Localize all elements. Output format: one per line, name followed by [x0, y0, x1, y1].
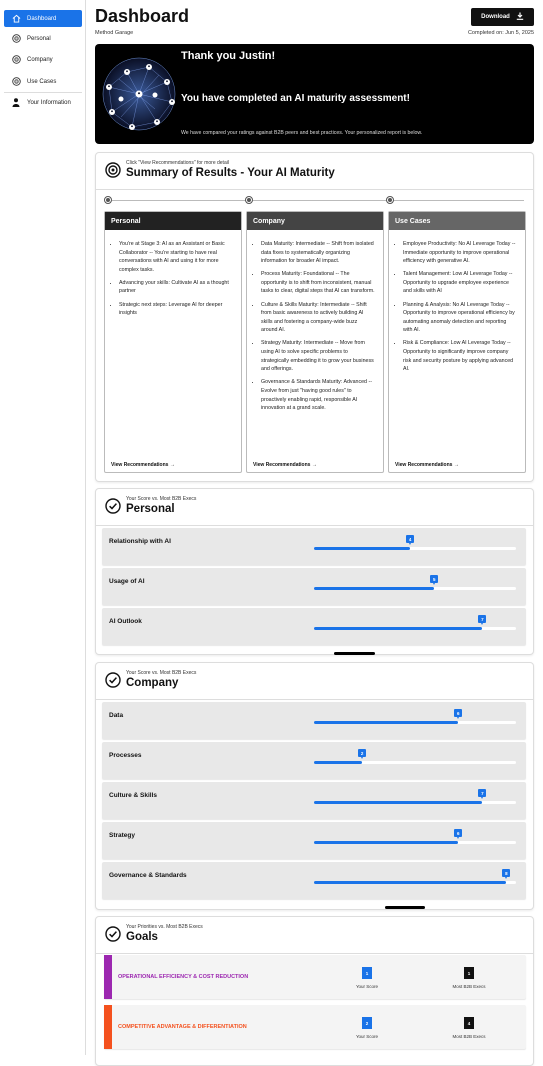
goals-card — [95, 916, 534, 1066]
exec-range-bar — [385, 906, 425, 909]
download-label: Download — [481, 14, 510, 20]
row-label: Data — [109, 712, 124, 719]
target-icon — [9, 77, 23, 86]
goal-color-bar — [104, 1005, 112, 1049]
personal-card — [95, 488, 534, 655]
list-item: • Strategy Maturity: Intermediate -- Move from using AI to solve specific problems to strategically embedding it to grow your business and offerings. — [261, 339, 375, 373]
your-rank-badge: 1 — [362, 967, 372, 979]
your-score-bar — [314, 881, 506, 884]
score-row — [102, 528, 526, 565]
company-card — [95, 662, 534, 910]
check-circle-icon — [105, 926, 121, 942]
your-score-bar — [314, 587, 434, 590]
summary-title: Summary of Results - Your AI Maturity — [126, 167, 335, 179]
sidebar-item-use-cases[interactable] — [4, 73, 82, 90]
person-icon — [9, 98, 23, 107]
score-badge: 2 — [358, 749, 366, 757]
column-title: Use Cases — [389, 212, 525, 230]
your-rank-badge: 2 — [362, 1017, 372, 1029]
sidebar-item-dashboard[interactable] — [4, 10, 82, 27]
goal-name: OPERATIONAL EFFICIENCY & COST REDUCTION — [118, 974, 249, 980]
summary-card — [95, 152, 534, 482]
column-title: Company — [247, 212, 383, 230]
sidebar — [0, 0, 86, 1055]
list-item: • Governance & Standards Maturity: Advanced -- Evolve from just "having good rules" to proactively enabling rapid, responsible AI innovation at a grand scale. — [261, 378, 375, 412]
your-score-bar — [314, 761, 362, 764]
company-subtitle: Your Score vs. Most B2B Execs — [126, 670, 197, 676]
list-item: • Culture & Skills Maturity: Intermediate -- Shift from basic awareness to actively building AI skills and fostering a company-wide buzz around AI. — [261, 301, 375, 335]
goal-row — [104, 955, 526, 999]
exec-range-bar — [334, 652, 374, 655]
target-icon — [105, 162, 121, 178]
list-item: • Process Maturity: Foundational -- The opportunity is to shift from inconsistent, manual tasks to clear, digital steps that AI can transform. — [261, 270, 375, 296]
goals-header — [96, 917, 533, 954]
score-badge: 6 — [454, 709, 462, 717]
column-title: Personal — [105, 212, 241, 230]
score-row — [102, 782, 526, 819]
download-icon — [516, 12, 524, 22]
exec-caption: Most B2B Execs — [452, 984, 486, 989]
score-track — [314, 587, 516, 590]
step-dot — [104, 196, 112, 204]
progress-steps — [104, 196, 528, 204]
column-list — [247, 240, 383, 413]
company-header — [96, 663, 533, 700]
score-badge: 7 — [478, 789, 486, 797]
list-item: • Risk & Compliance: Low AI Leverage Today -- Opportunity to significantly improve company risk and security posture by applying advanced AI. — [403, 339, 517, 373]
score-track — [314, 761, 516, 764]
list-item: • Data Maturity: Intermediate -- Shift from isolated data fixes to systematically organizing information for broader AI impact. — [261, 240, 375, 266]
view-recommendations-link[interactable]: View Recommendations → — [253, 462, 317, 468]
sidebar-item-label: Your Information — [27, 99, 71, 106]
personal-header — [96, 489, 533, 526]
target-icon — [9, 34, 23, 43]
your-score-bar — [314, 801, 482, 804]
score-track — [314, 801, 516, 804]
banner-note: We have compared your ratings against B2B peers and best practices. Your personalized report is below. — [181, 130, 423, 136]
personal-title: Personal — [126, 503, 175, 515]
goal-color-bar — [104, 955, 112, 999]
score-row — [102, 608, 526, 645]
score-track — [314, 721, 516, 724]
sidebar-item-your-information[interactable] — [4, 94, 82, 111]
download-button[interactable] — [471, 8, 534, 26]
your-score-caption: Your Score — [355, 984, 379, 989]
sidebar-item-label: Company — [27, 56, 53, 63]
summary-column-company — [246, 211, 384, 473]
goals-subtitle: Your Priorities vs. Most B2B Execs — [126, 924, 203, 930]
column-list — [105, 240, 241, 318]
score-badge: 7 — [478, 615, 486, 623]
score-badge: 5 — [430, 575, 438, 583]
goal-name: COMPETITIVE ADVANTAGE & DIFFERENTIATION — [118, 1024, 247, 1030]
your-score-caption: Your Score — [355, 1034, 379, 1039]
step-dot — [386, 196, 394, 204]
score-row — [102, 822, 526, 859]
score-track — [314, 841, 516, 844]
your-score-bar — [314, 627, 482, 630]
target-icon — [9, 55, 23, 64]
list-item: • You're at Stage 3: AI as an Assistant or Basic Collaborator -- You're starting to have real conversations with AI and using it for more complex tasks. — [119, 240, 233, 274]
sidebar-item-personal[interactable] — [4, 30, 82, 47]
step-dot — [245, 196, 253, 204]
exec-rank-badge: 1 — [464, 967, 474, 979]
ai-network-illustration — [97, 47, 181, 141]
score-badge: 6 — [454, 829, 462, 837]
row-label: Processes — [109, 752, 142, 759]
company-title: Company — [126, 677, 179, 689]
exec-caption: Most B2B Execs — [452, 1034, 486, 1039]
your-score-bar — [314, 547, 410, 550]
check-circle-icon — [105, 498, 121, 514]
completed-date: Completed on: Jun 5, 2025 — [467, 30, 534, 36]
row-label: Governance & Standards — [109, 872, 187, 879]
step-line — [112, 200, 246, 201]
summary-header — [96, 153, 533, 190]
list-item: • Employee Productivity: No AI Leverage Today -- Immediate opportunity to improve operational efficiency with generative AI. — [403, 240, 517, 266]
score-track — [314, 627, 516, 630]
summary-column-personal — [104, 211, 242, 473]
home-icon — [9, 14, 23, 23]
step-line — [394, 200, 524, 201]
list-item: • Strategic next steps: Leverage AI for deeper insights — [119, 301, 233, 318]
row-label: AI Outlook — [109, 618, 142, 625]
completion-banner — [95, 44, 534, 144]
score-track — [314, 547, 516, 550]
goals-title: Goals — [126, 931, 158, 943]
your-score-bar — [314, 841, 458, 844]
row-label: Relationship with AI — [109, 538, 171, 545]
summary-hint: Click "View Recommendations" for more detail — [126, 160, 229, 166]
list-item: • Planning & Analysis: No AI Leverage Today -- Opportunity to improve operational efficiency by automating anomaly detection and reporting with AI. — [403, 301, 517, 335]
row-label: Culture & Skills — [109, 792, 158, 799]
list-item: • Advancing your skills: Cultivate AI as a thought partner — [119, 279, 233, 296]
column-list — [389, 240, 525, 374]
page-title: Dashboard — [95, 6, 190, 26]
score-track — [314, 881, 516, 884]
sidebar-divider — [4, 92, 82, 93]
check-circle-icon — [105, 672, 121, 688]
sidebar-item-company[interactable] — [4, 51, 82, 68]
step-line — [253, 200, 387, 201]
row-label: Strategy — [109, 832, 136, 839]
row-label: Usage of AI — [109, 578, 145, 585]
personal-subtitle: Your Score vs. Most B2B Execs — [126, 496, 197, 502]
view-recommendations-link[interactable]: View Recommendations → — [111, 462, 175, 468]
exec-rank-badge: 4 — [464, 1017, 474, 1029]
summary-column-use-cases — [388, 211, 526, 473]
score-row — [102, 702, 526, 739]
banner-headline: You have completed an AI maturity assessment! — [181, 93, 410, 104]
sidebar-item-label: Use Cases — [27, 78, 57, 85]
sidebar-item-label: Personal — [27, 35, 51, 42]
score-row — [102, 742, 526, 779]
list-item: • Talent Management: Low AI Leverage Today -- Opportunity to upgrade employee experience and skills with AI — [403, 270, 517, 296]
score-badge: 8 — [502, 869, 510, 877]
banner-thanks: Thank you Justin! — [181, 50, 276, 62]
goal-row — [104, 1005, 526, 1049]
score-row — [102, 862, 526, 899]
view-recommendations-link[interactable]: View Recommendations → — [395, 462, 459, 468]
sidebar-item-label: Dashboard — [27, 15, 57, 22]
your-score-bar — [314, 721, 458, 724]
org-name: Method Garage — [95, 30, 134, 36]
score-row — [102, 568, 526, 605]
score-badge: 4 — [406, 535, 414, 543]
